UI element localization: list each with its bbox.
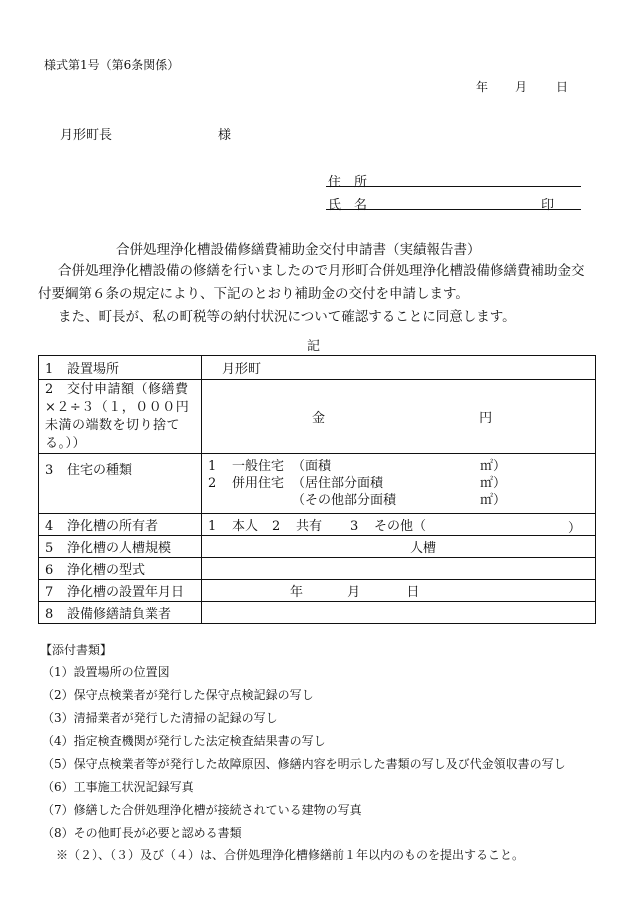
- body-para1-line1: 合併処理浄化槽設備の修繕を行いましたので月形町合併処理浄化槽設備修繕費補助金交: [58, 263, 585, 279]
- date-day: 日: [556, 80, 569, 94]
- attachment-item: （7）修繕した合併処理浄化槽が接続されている建物の写真: [42, 803, 362, 817]
- table-row-capacity: [39, 536, 596, 558]
- attachment-item: （3）清掃業者が発行した清掃の記録の写し: [42, 711, 278, 725]
- attachment-item: （2）保守点検業者が発行した保守点検記録の写し: [42, 688, 314, 702]
- addressee-name: 月形町長: [60, 128, 113, 143]
- label-housing: 3 住宅の種類: [39, 454, 202, 514]
- attachments-heading: 【添付書類】: [40, 643, 113, 657]
- label-install-date: 7 浄化槽の設置年月日: [39, 580, 202, 602]
- table-row-owner: [39, 514, 596, 536]
- date-year: 年: [476, 80, 489, 94]
- attachment-item: （8）その他町長が必要と認める書類: [42, 826, 242, 840]
- amount-prefix: 金: [312, 411, 326, 426]
- value-capacity: 人槽: [202, 536, 596, 558]
- addressee-honorific: 様: [218, 128, 232, 143]
- value-model: [202, 558, 596, 580]
- label-capacity: 5 浄化槽の人槽規模: [39, 536, 202, 558]
- table-row-amount: [39, 380, 596, 454]
- value-owner: 1 本人 2 共有 3 その他（ ）: [202, 514, 596, 536]
- body-para2: また、町長が、私の町税等の納付状況について確認することに同意します。: [58, 309, 516, 325]
- ki-mark: 記: [307, 339, 321, 354]
- form-id: 様式第1号（第6条関係）: [44, 58, 180, 72]
- body-para1-line2: 付要綱第６条の規定により、下記のとおり補助金の交付を申請します。: [38, 286, 469, 302]
- value-housing: [202, 454, 596, 514]
- label-model: 6 浄化槽の型式: [39, 558, 202, 580]
- table-row-location: [39, 356, 596, 380]
- name-label: 氏 名: [328, 198, 368, 213]
- table-row-model: [39, 558, 596, 580]
- value-location: 月形町: [202, 356, 596, 380]
- body-text: [38, 260, 608, 329]
- value-install-date: 年 月 日: [202, 580, 596, 602]
- value-amount: [202, 380, 596, 454]
- attachment-item: （4）指定検査機関が発行した法定検査結果書の写し: [42, 734, 326, 748]
- attachment-item: （1）設置場所の位置図: [42, 665, 170, 679]
- label-amount: 2 交付申請額（修繕費×２÷３（１，０００円未満の端数を切り捨てる。））: [39, 380, 202, 454]
- attachments-note: ※（２）、（３）及び（４）は、合併処理浄化槽修繕前１年以内のものを提出すること。: [56, 848, 525, 862]
- name-underline: [326, 209, 581, 210]
- seal-mark: 印: [541, 198, 555, 213]
- address-label: 住 所: [328, 175, 368, 190]
- label-owner: 4 浄化槽の所有者: [39, 514, 202, 536]
- amount-suffix: 円: [479, 411, 493, 426]
- table-row-install-date: [39, 580, 596, 602]
- housing-line-3: （その他部分面積 ㎡）: [292, 493, 507, 508]
- document-title: 合併処理浄化槽設備修繕費補助金交付申請書（実績報告書）: [116, 242, 481, 258]
- label-contractor: 8 設備修繕請負業者: [39, 602, 202, 624]
- application-table: [38, 355, 596, 624]
- value-contractor: [202, 602, 596, 624]
- housing-line-1: 1 一般住宅 （面積 ㎡）: [208, 459, 507, 474]
- housing-line-2: 2 併用住宅 （居住部分面積 ㎡）: [208, 476, 507, 491]
- attachment-item: （6）工事施工状況記録写真: [42, 780, 194, 794]
- address-underline: [326, 186, 581, 187]
- table-row-contractor: [39, 602, 596, 624]
- date-month: 月: [515, 80, 528, 94]
- label-location: 1 設置場所: [39, 356, 202, 380]
- attachment-item: （5）保守点検業者等が発行した故障原因、修繕内容を明示した書類の写し及び代金領収書の写し: [42, 757, 566, 771]
- table-row-housing: [39, 454, 596, 514]
